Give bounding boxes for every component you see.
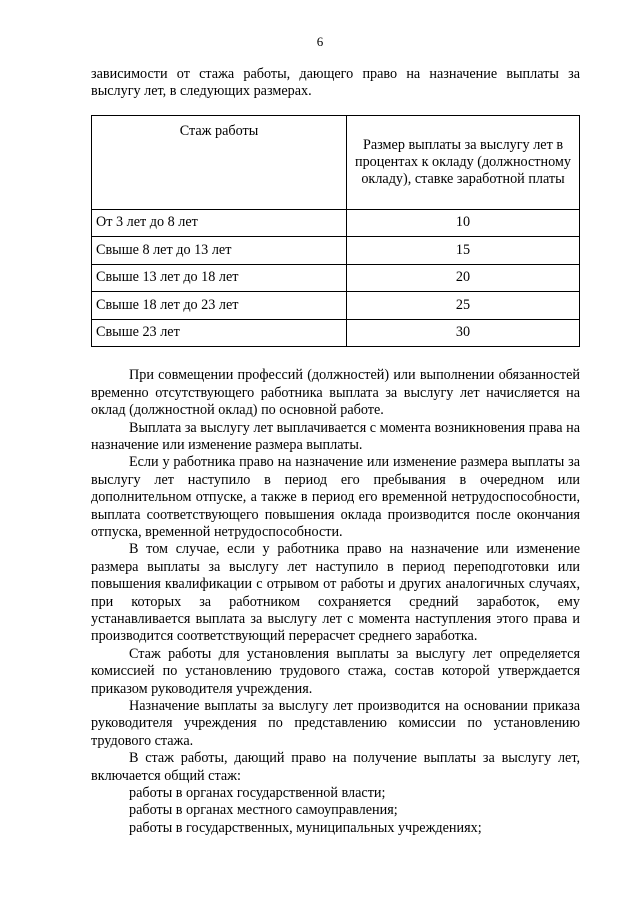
paragraph-order: Назначение выплаты за выслугу лет производится на основании приказа руководителя учреждения по представлению комиссии по установлению трудового стажа. [91,698,580,749]
seniority-table [91,115,580,348]
table-header-period: Стаж работы [92,115,347,209]
list-item: работы в органах местного самоуправления; [129,802,398,819]
table-row [92,237,580,265]
table-header-percent: Размер выплаты за выслугу лет в процентах к окладу (должностному окладу), ставке заработной платы [347,115,580,209]
table-row [92,264,580,292]
paragraph-retraining: В том случае, если у работника право на назначение или изменение размера выплаты за выслугу лет наступило в период переподготовки или повышения квалификации с отрывом от работы и других аналогичных случаях, при которых за работником сохраняется средний заработок, ему устанавливается выплата за выслугу лет с момента наступления этого права и производится соответствующий перерасчет среднего заработка. [91,541,580,645]
table-row [92,292,580,320]
paragraph-vacation: Если у работника право на назначение или изменение размера выплаты за выслугу лет наступило в период его пребывания в очередном или дополнительном отпуске, а также в период его временной нетрудоспособности, выплата соответствующего повышения оклада производится после окончания отпуска, временной нетрудоспособности. [91,454,580,540]
table-cell-percent: 20 [347,264,580,292]
table-cell-period: Свыше 18 лет до 23 лет [92,292,347,320]
intro-text: зависимости от стажа работы, дающего право на назначение выплаты за выслугу лет, в следующих размерах. [91,66,580,100]
table-cell-percent: 10 [347,209,580,237]
document-body [91,66,580,837]
paragraph-payment-start: Выплата за выслугу лет выплачивается с момента возникновения права на назначение или изменение размера выплаты. [91,419,580,453]
list-item: работы в органах государственной власти; [129,785,386,802]
paragraph-combined-positions: При совмещении профессий (должностей) или выполнении обязанностей временно отсутствующего работника выплата за выслугу лет начисляется на оклад (должностной оклад) по основной работе. [91,367,580,419]
page-number: 6 [316,34,324,49]
paragraph-commission: Стаж работы для установления выплаты за выслугу лет определяется комиссией по установлению трудового стажа, состав которой утверждается приказом руководителя учреждения. [91,645,580,697]
paragraph-general-seniority: В стаж работы, дающий право на получение выплаты за выслугу лет, включается общий стаж: [91,750,580,784]
table-header-row [92,115,580,209]
table-cell-percent: 30 [347,319,580,347]
table-cell-period: От 3 лет до 8 лет [92,209,347,237]
list-item: работы в государственных, муниципальных учреждениях; [129,819,482,836]
table-row [92,209,580,237]
table-cell-period: Свыше 23 лет [92,319,347,347]
table-cell-period: Свыше 13 лет до 18 лет [92,264,347,292]
table-cell-period: Свыше 8 лет до 13 лет [92,237,347,265]
table-row [92,319,580,347]
table-cell-percent: 15 [347,237,580,265]
table-cell-percent: 25 [347,292,580,320]
